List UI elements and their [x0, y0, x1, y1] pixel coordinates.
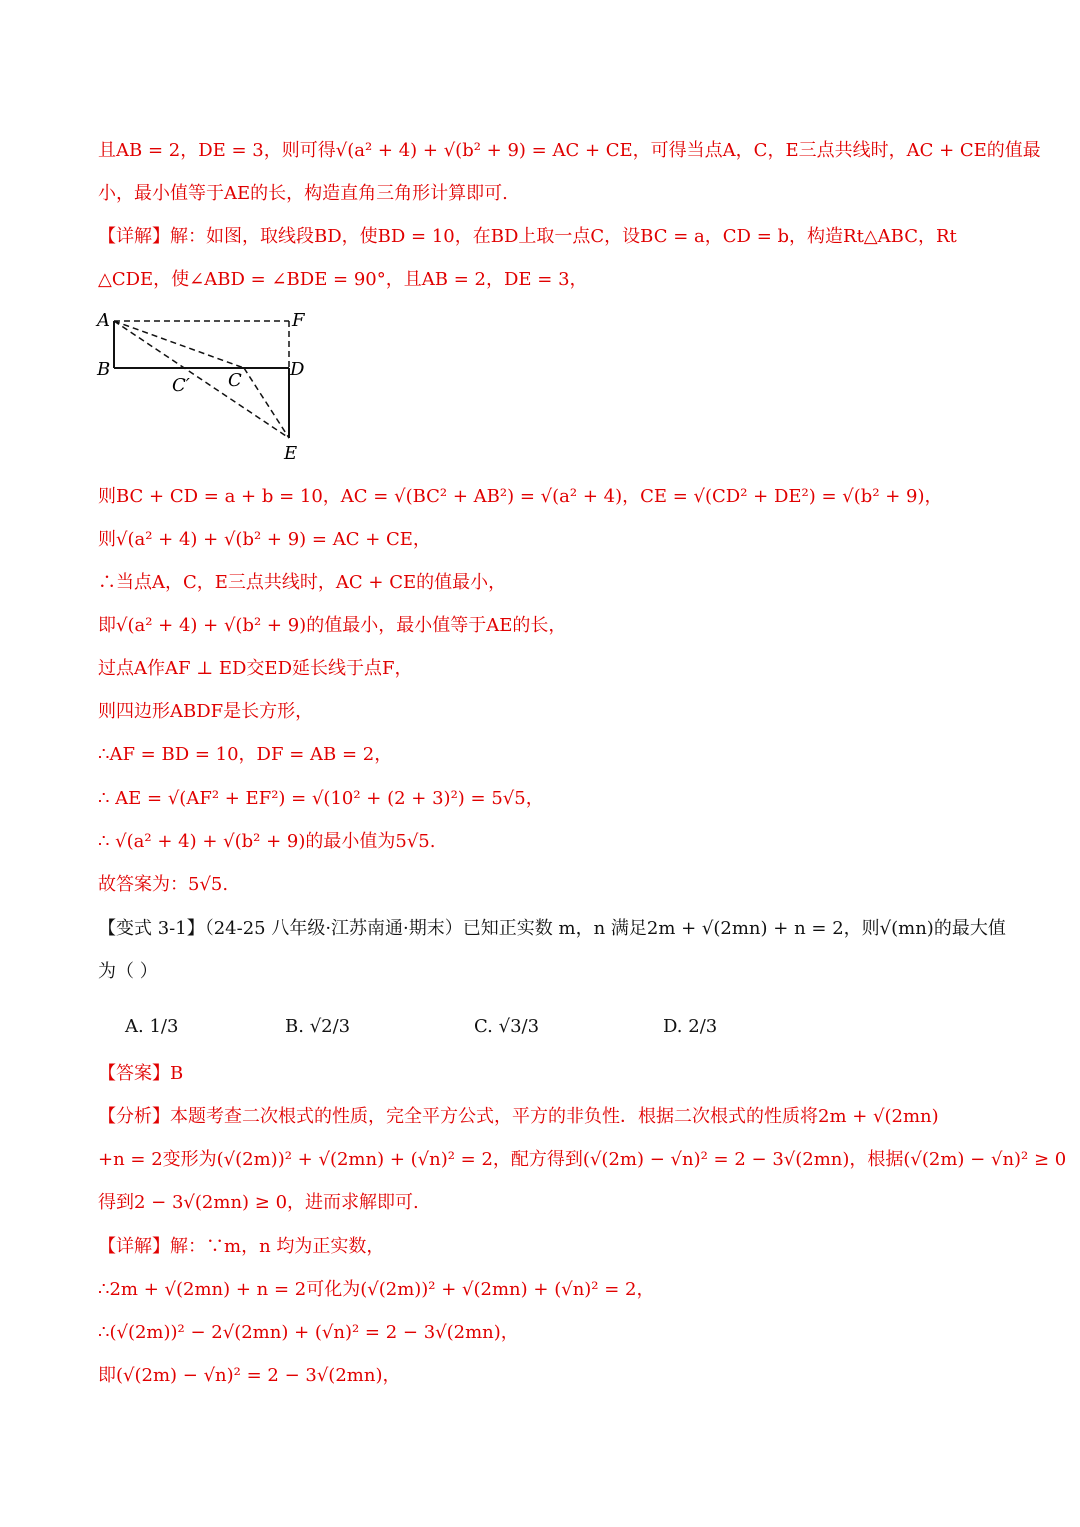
analysis-text-line: 小，最小值等于AE的长，构造直角三角形计算即可.	[98, 183, 508, 204]
solution-step: ∴当点A，C，E三点共线时，AC + CE的值最小，	[98, 572, 507, 593]
detail-tag: 【详解】	[98, 226, 170, 247]
answer-line	[98, 1065, 990, 1083]
option-d[interactable]	[663, 1018, 717, 1036]
option-value: 1/3	[149, 1016, 179, 1037]
segment-ae	[114, 321, 289, 438]
detail-text: 解：∵m，n 均为正实数，	[170, 1236, 385, 1257]
option-value: √2/3	[309, 1016, 351, 1037]
variant-question-line2: 为（ ）	[98, 961, 158, 982]
option-value: 2/3	[688, 1016, 718, 1037]
segment-ce	[244, 368, 289, 438]
label-a: A	[97, 310, 110, 331]
option-letter: A.	[125, 1016, 144, 1037]
label-f: F	[292, 310, 305, 331]
solution-step: 过点A作AF ⊥ ED交ED延长线于点F，	[98, 658, 413, 679]
option-letter: D.	[663, 1016, 683, 1037]
variant-question-line	[98, 918, 1006, 939]
label-c-prime: C′	[172, 375, 190, 396]
detail-text-line: ∴(√(2m))² − 2√(2mn) + (√n)² = 2 − 3√(2mn)，	[98, 1322, 519, 1343]
option-value: √3/3	[498, 1016, 540, 1037]
solution-step: ∴ AE = √(AF² + EF²) = √(10² + (2 + 3)²) = 5√5，	[98, 788, 544, 809]
detail-text-line: △CDE，使∠ABD = ∠BDE = 90°，且AB = 2，DE = 3，	[98, 269, 588, 290]
option-letter: C.	[474, 1016, 493, 1037]
final-answer-line: 故答案为：5√5.	[98, 874, 229, 895]
detail-text: 解：如图，取线段BD，使BD = 10，在BD上取一点C，设BC = a，CD = b，构造Rt△ABC，Rt	[170, 226, 957, 247]
analysis-tag: 【分析】	[98, 1106, 170, 1127]
option-b[interactable]	[285, 1018, 350, 1036]
solution-step: ∴AF = BD = 10，DF = AB = 2，	[98, 744, 393, 765]
variant-tag: 【变式 3-1】	[98, 918, 205, 939]
option-c[interactable]	[474, 1018, 539, 1036]
analysis-text-line: 得到2 − 3√(2mn) ≥ 0，进而求解即可.	[98, 1192, 419, 1213]
answer-tag: 【答案】	[98, 1063, 170, 1084]
solution-step: ∴ √(a² + 4) + √(b² + 9)的最小值为5√5.	[98, 831, 436, 852]
solution-step: 即√(a² + 4) + √(b² + 9)的值最小，最小值等于AE的长，	[98, 615, 567, 636]
analysis-text-line: 且AB = 2，DE = 3，则可得√(a² + 4) + √(b² + 9) = AC + CE，可得当点A，C，E三点共线时，AC + CE的值最	[98, 140, 1041, 161]
analysis-text-line: +n = 2变形为(√(2m))² + √(2mn) + (√n)² = 2，配方得到(√(2m) − √n)² = 2 − 3√(2mn)，根据(√(2m) − √n)² ≥ 0	[98, 1149, 1067, 1170]
analysis-text: 本题考查二次根式的性质，完全平方公式，平方的非负性．根据二次根式的性质将2m + √(2mn)	[170, 1106, 939, 1127]
analysis-line	[98, 1108, 990, 1126]
detail-text-line: ∴2m + √(2mn) + n = 2可化为(√(2m))² + √(2mn) + (√n)² = 2，	[98, 1279, 655, 1300]
solution-step: 则BC + CD = a + b = 10，AC = √(BC² + AB²) = √(a² + 4)，CE = √(CD² + DE²) = √(b² + 9)，	[98, 486, 943, 507]
detail-tag: 【详解】	[98, 1236, 170, 1257]
detail-text-line: 即(√(2m) − √n)² = 2 − 3√(2mn)，	[98, 1365, 401, 1386]
label-b: B	[97, 359, 111, 380]
option-letter: B.	[285, 1016, 304, 1037]
segment-ac	[114, 321, 244, 368]
variant-question-text: （24-25 八年级·江苏南通·期末）已知正实数 m，n 满足2m + √(2mn) + n = 2，则√(mn)的最大值	[204, 918, 1006, 939]
detail-line	[98, 228, 990, 246]
solution-step: 则√(a² + 4) + √(b² + 9) = AC + CE，	[98, 529, 431, 550]
label-e: E	[284, 443, 298, 464]
detail-line	[98, 1238, 990, 1256]
answer-value: B	[170, 1063, 184, 1084]
solution-step: 则四边形ABDF是长方形，	[98, 701, 314, 722]
label-c: C	[228, 370, 242, 391]
option-a[interactable]	[125, 1018, 178, 1036]
geometry-figure	[92, 306, 322, 466]
label-d: D	[290, 359, 305, 380]
